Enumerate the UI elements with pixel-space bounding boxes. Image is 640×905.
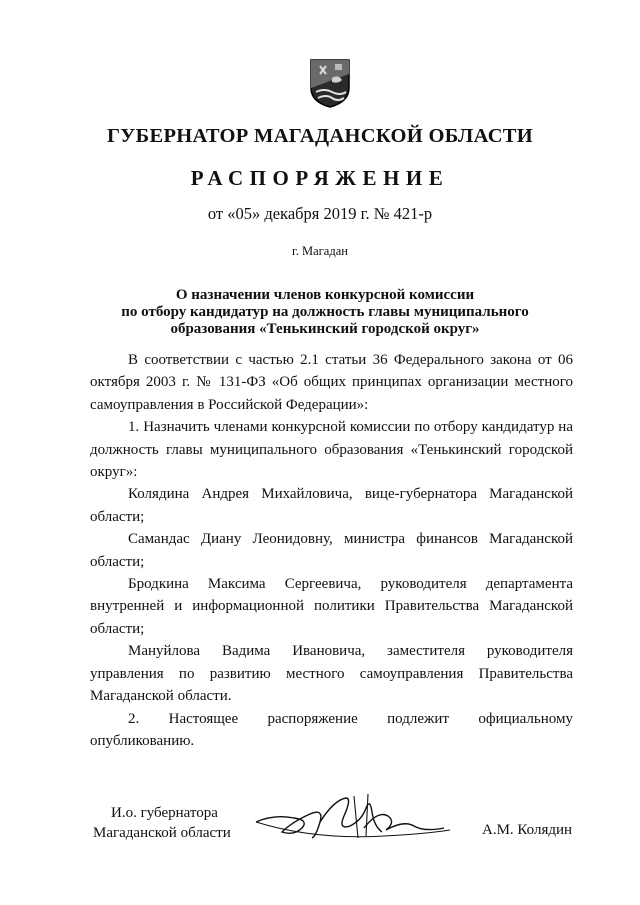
clause-1: 1. Назначить членами конкурсной комиссии по отбору кандидатур на должность главы муниципального образования «Тенькинский городской округ»:: [90, 419, 573, 481]
date-and-number: от «05» декабря 2019 г. № 421-р: [207, 204, 433, 223]
subject-line: образования «Тенькинский городской округ»: [170, 321, 480, 337]
member-item: Мануйлова Вадима Ивановича, заместителя руководителя управления по развитию местного самоуправления Правительства Магаданской области.: [90, 643, 573, 705]
document-body: [90, 349, 573, 752]
clause-2: 2. Настоящее распоряжение подлежит официальному опубликованию.: [90, 710, 573, 749]
signatory-name: А.М. Колядин: [482, 822, 573, 838]
member-item: Самандас Диану Леонидовну, министра финансов Магаданской области;: [90, 531, 573, 570]
position-line: Магаданской области: [93, 825, 231, 841]
issuing-authority: ГУБЕРНАТОР МАГАДАНСКОЙ ОБЛАСТИ: [106, 125, 534, 147]
member-item: Колядина Андрея Михайловича, вице-губернатора Магаданской области;: [90, 486, 573, 525]
coat-of-arms-icon: [302, 54, 358, 110]
document-subject: [60, 287, 590, 338]
document-type: РАСПОРЯЖЕНИЕ: [190, 166, 450, 190]
signatory-position: [93, 803, 231, 843]
subject-line: О назначении членов конкурсной комиссии: [175, 287, 475, 303]
handwritten-signature: [254, 792, 454, 844]
member-item: Бродкина Максима Сергеевича, руководителя департамента внутренней и информационной политики Правительства Магаданской области;: [90, 576, 573, 637]
subject-line: по отбору кандидатур на должность главы муниципального: [121, 304, 529, 320]
city: г. Магадан: [292, 244, 348, 258]
preamble-paragraph: В соответствии с частью 2.1 статьи 36 Федерального закона от 06 октября 2003 г. № 131-ФЗ «Об общих принципах организации местного самоуправления в Российской Федерации»:: [90, 352, 573, 413]
position-line: И.о. губернатора: [111, 805, 218, 821]
